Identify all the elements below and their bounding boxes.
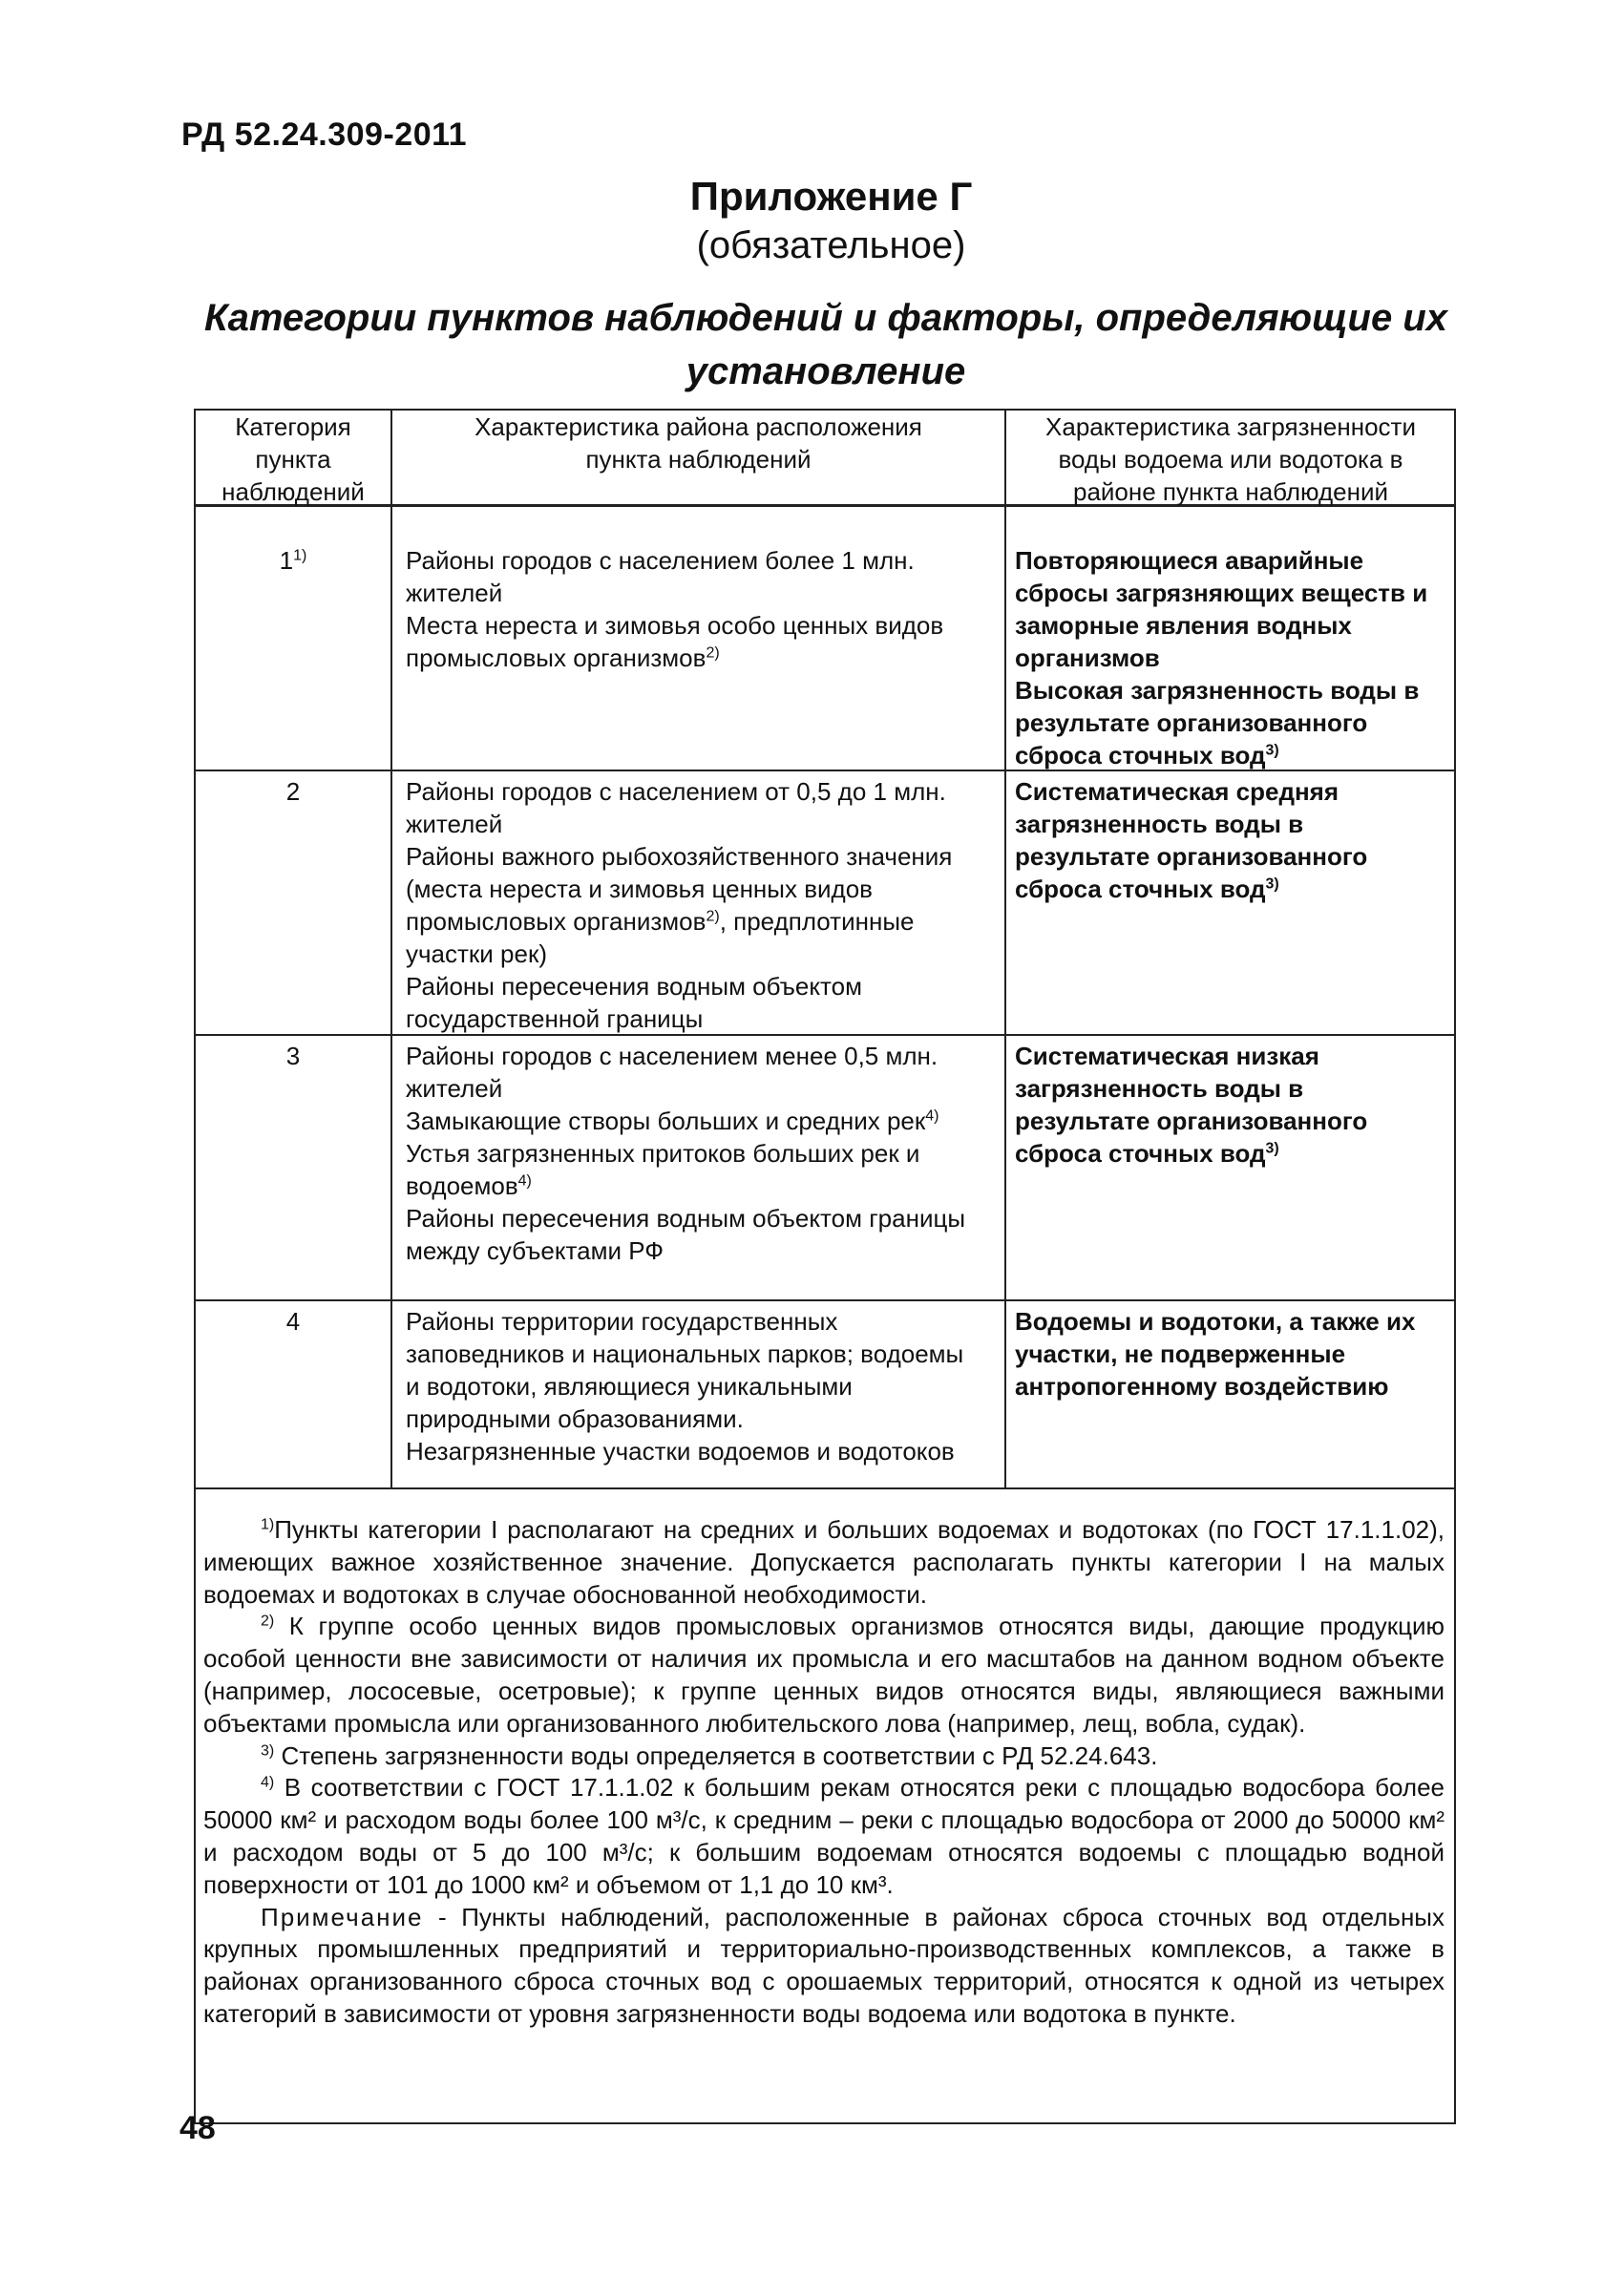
pollution-item: Высокая загрязненность воды в результате организованного сброса сточных вод$^{3)}$	[1015, 676, 1420, 770]
category-cell-3: 3	[285, 1042, 301, 1070]
pollution-item: Водоемы и водотоки, а также их участки, не подверженные антропогенному воздействию	[1015, 1307, 1416, 1401]
header-category: Категория пункта наблюдений	[221, 412, 365, 506]
footnote-4: $^{4)}$ В соответствии с ГОСТ 17.1.1.02 к большим рекам относятся реки с площадью водосбора более 50000 км² и расходом воды более 100 м³/с, к средним – реки с площадью водосбора от 2000 до 50000 км² и расходом воды от 5 до 100 м³/с; к большим водоемам относятся водоемы с площадью водной поверхности от 101 до 1000 км² и объемом от 1,1 до 10 км³.	[203, 1773, 1445, 1899]
category-cell-2: 2	[285, 777, 301, 806]
area-item: Районы городов с населением от 0,5 до 1 млн. жителей	[406, 777, 946, 838]
area-item: Районы пересечения водным объектом границы между субъектами РФ	[406, 1204, 966, 1265]
pollution-item: Систематическая низкая загрязненность воды в результате организованного сброса сточных вод$^{3)}$	[1015, 1042, 1368, 1168]
page-number: 48	[179, 2110, 216, 2146]
note-paragraph: Примечание - Пункты наблюдений, расположенные в районах сброса сточных вод отдельных крупных промышленных предприятий и территориально-производственных комплексов, а также в районах организованного сброса сточных вод с орошаемых территорий, относятся к одной из четырех категорий в зависимости от уровня загрязненности воды водоема или водотока в пункте.	[203, 1902, 1445, 2028]
appendix-title: Приложение Г	[689, 174, 973, 219]
area-item: Районы городов с населением менее 0,5 млн. жителей	[406, 1042, 939, 1103]
area-item: Районы важного рыбохозяйственного значения (места нереста и зимовья ценных видов промысловых организмов$^{2)}$, предплотинные участки рек)	[406, 842, 953, 968]
header-area: Характеристика района расположения пункта наблюдений	[475, 412, 922, 474]
pollution-item: Повторяющиеся аварийные сбросы загрязняющих веществ и заморные явления водных организмов	[1015, 546, 1428, 672]
area-item: Незагрязненные участки водоемов и водотоков	[406, 1437, 955, 1466]
appendix-heading	[0, 172, 1624, 269]
area-cell-3	[406, 1040, 979, 1267]
column-divider-1	[390, 409, 392, 1487]
footnote-2: $^{2)}$ К группе особо ценных видов промысловых организмов относятся виды, дающие продукцию особой ценности вне зависимости от наличия их промысла и его масштабов на данном водном объекте (например, лососевые, осетровые); к группе ценных видов относятся виды, являющиеся важными объектами промысла или организованного любительского лова (например, лещ, вобла, судак).	[203, 1612, 1445, 1738]
area-cell-2	[406, 775, 979, 1035]
area-item: Замыкающие створы больших и средних рек$^{4)}$	[406, 1107, 939, 1135]
area-item: Районы пересечения водным объектом государственной границы	[406, 972, 862, 1033]
area-item: Устья загрязненных притоков больших рек и водоемов$^{4)}$	[406, 1139, 920, 1200]
category-cell-1: 1$^{1)}$	[279, 546, 307, 575]
category-cell-4: 4	[285, 1307, 301, 1336]
area-item: Районы городов с населением более 1 млн. жителей	[406, 546, 915, 607]
area-cell-1	[406, 544, 979, 674]
column-divider-2	[1004, 409, 1006, 1487]
main-title-line2: установление	[685, 350, 966, 392]
pollution-cell-4	[1015, 1305, 1445, 1403]
pollution-cell-3	[1015, 1040, 1445, 1170]
area-item: Районы территории государственных заповедников и национальных парков; водоемы и водотоки, являющиеся уникальными природными образованиями.	[406, 1307, 964, 1433]
document-code: РД 52.24.309-2011	[181, 116, 468, 153]
main-title	[191, 291, 1461, 398]
main-title-line1: Категории пунктов наблюдений и факторы, определяющие их	[203, 297, 1448, 339]
note-label: Примечание	[261, 1902, 424, 1931]
area-item: Места нереста и зимовья особо ценных видов промысловых организмов$^{2)}$	[406, 611, 944, 672]
pollution-cell-1	[1015, 544, 1445, 771]
table-bottom-divider	[194, 1487, 1456, 1489]
pollution-cell-2	[1015, 775, 1445, 905]
header-pollution: Характеристика загрязненности воды водоема или водотока в районе пункта наблюдений	[1045, 412, 1416, 506]
appendix-type: (обязательное)	[696, 224, 966, 266]
footnote-1: $^{1)}$Пункты категории I располагают на средних и больших водоемах и водотоках (по ГОСТ 17.1.1.02), имеющих важное хозяйственное значение. Допускается располагать пункты категории I на малых водоемах и водотоках в случае обоснованной необходимости.	[203, 1515, 1445, 1609]
footnote-3: $^{3)}$ Степень загрязненности воды определяется в соответствии с РД 52.24.643.	[261, 1740, 1158, 1770]
footnotes-section	[203, 1514, 1445, 2031]
area-cell-4	[406, 1305, 979, 1467]
row-divider-3	[194, 1299, 1456, 1301]
pollution-item: Систематическая средняя загрязненность воды в результате организованного сброса сточных вод$^{3)}$	[1015, 777, 1368, 903]
